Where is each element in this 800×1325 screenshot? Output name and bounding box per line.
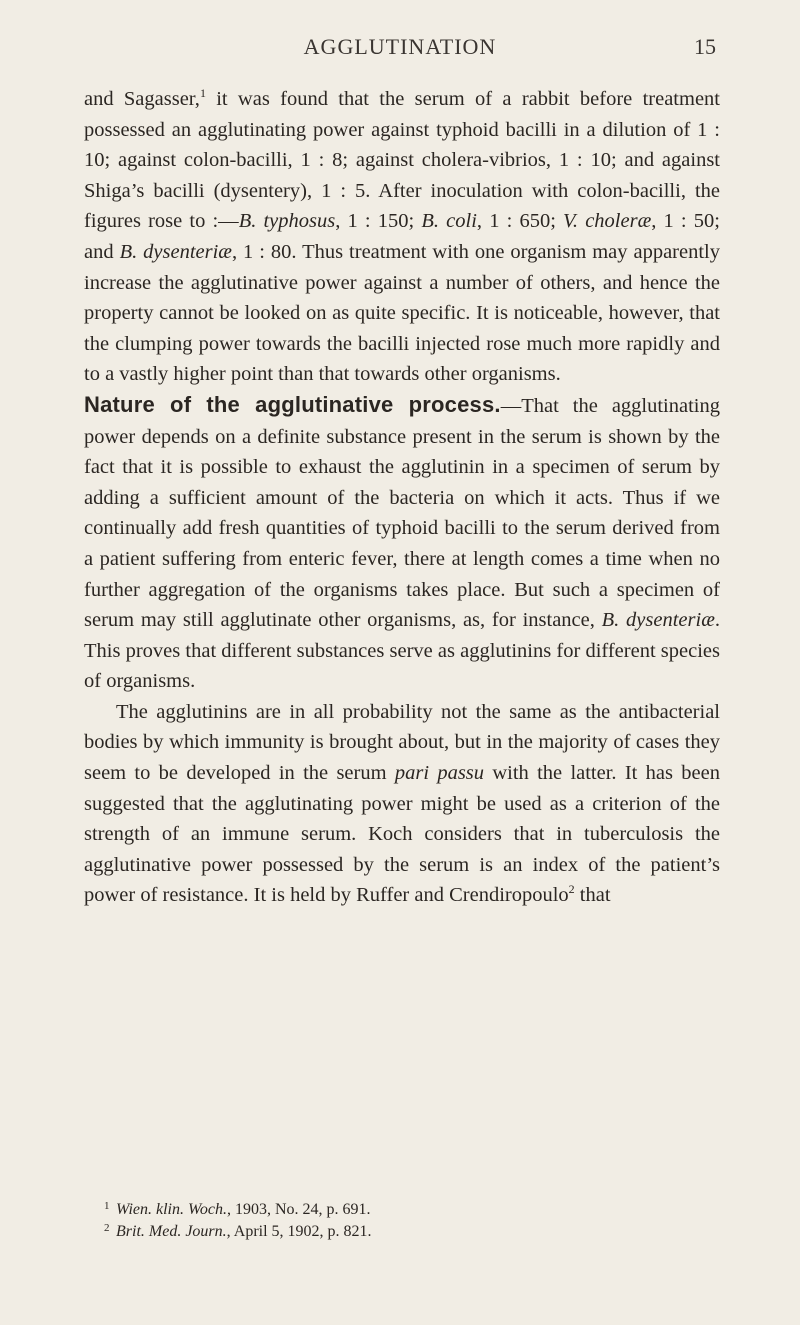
footnote-citation: , 1903, No. 24, p. 691. (226, 1201, 371, 1218)
text-run: —That the agglutinating power depends on a definite substance present in the serum is shown by the fact that it is possible to exhaust the agglutinin in a specimen of serum by adding a sufficient amount of the bacteria on which it acts. Thus if we continually add fresh quantities of typhoid bacilli to the serum derived from a patient suffering from enteric fever, there at length comes a time when no further aggregation of the organisms takes place. But such a specimen of serum may still agglutinate other organisms, as, for instance, (84, 394, 720, 632)
page-header (84, 34, 716, 68)
footnote (84, 1199, 720, 1221)
text-run: it was found that the serum of a rabbit before treatment possessed an agglutinating power against typhoid bacilli in a dilution of 1 : 10; against colon-bacilli, 1 : 8; against cholera-vibrios, 1 : 10; and against Shiga’s bacilli (dysentery), 1 : 5. After inoculation with colon-bacilli, the figures rose to :— (84, 88, 720, 233)
footnotes (84, 1199, 720, 1243)
footnote-mark: 1 (104, 1200, 110, 1212)
section-heading: Nature of the agglutinative process. (84, 391, 501, 417)
text-run: . This proves that different substances serve as agglutinins for different species of organisms. (84, 609, 720, 693)
footnote-citation: , April 5, 1902, p. 821. (226, 1223, 372, 1240)
species-name: B. dysenteriæ (601, 609, 715, 632)
footnote-ref: 1 (199, 86, 206, 101)
paragraph-agglutination-results (84, 84, 720, 390)
text-run: , 1 : 150; (335, 210, 422, 233)
species-name: B. coli (421, 210, 477, 233)
latin-phrase: pari passu (394, 762, 485, 785)
paragraph-nature-of-process (84, 390, 720, 697)
text-run: , 1 : 50; and (84, 210, 720, 263)
text-run: , 1 : 650; (476, 210, 564, 233)
species-name: B. dysenteriæ (119, 240, 232, 263)
text-run: The agglutinins are in all probability not the same as the antibacterial bodies by which immunity is brought about, but in the majority of cases they seem to be developed in the serum (84, 700, 720, 785)
footnote-ref: 2 (568, 882, 575, 897)
text-run: and Sagasser, (84, 88, 200, 110)
text-run: with the latter. It has been suggested that the agglutinating power might be used as a criterion of the strength of an immune serum. Koch considers that in tuberculosis the agglutinative power possessed by the serum is an index of the patient’s power of resistance. It is held by Ruffer and Crendiropoulo (84, 762, 720, 907)
paragraph-agglutinins (84, 697, 720, 911)
footnote-source: Wien. klin. Woch. (116, 1201, 227, 1218)
species-name: B. typhosus (238, 210, 336, 233)
text-run: , 1 : 80. Thus treatment with one organism may apparently increase the agglutinative power against a number of others, and hence the property cannot be looked on as quite specific. It is noticeable, however, that the clumping power towards the bacilli injected rose much more rapidly and to a vastly higher point than that towards other organisms. (84, 240, 720, 386)
footnote-mark: 2 (104, 1222, 110, 1234)
body-text (84, 84, 720, 911)
footnote (84, 1221, 720, 1243)
running-title: AGGLUTINATION (303, 34, 497, 59)
page-number: 15 (694, 34, 716, 59)
text-run: that (574, 884, 611, 907)
species-name: V. choleræ (563, 210, 652, 233)
footnote-source: Brit. Med. Journ. (116, 1223, 227, 1240)
